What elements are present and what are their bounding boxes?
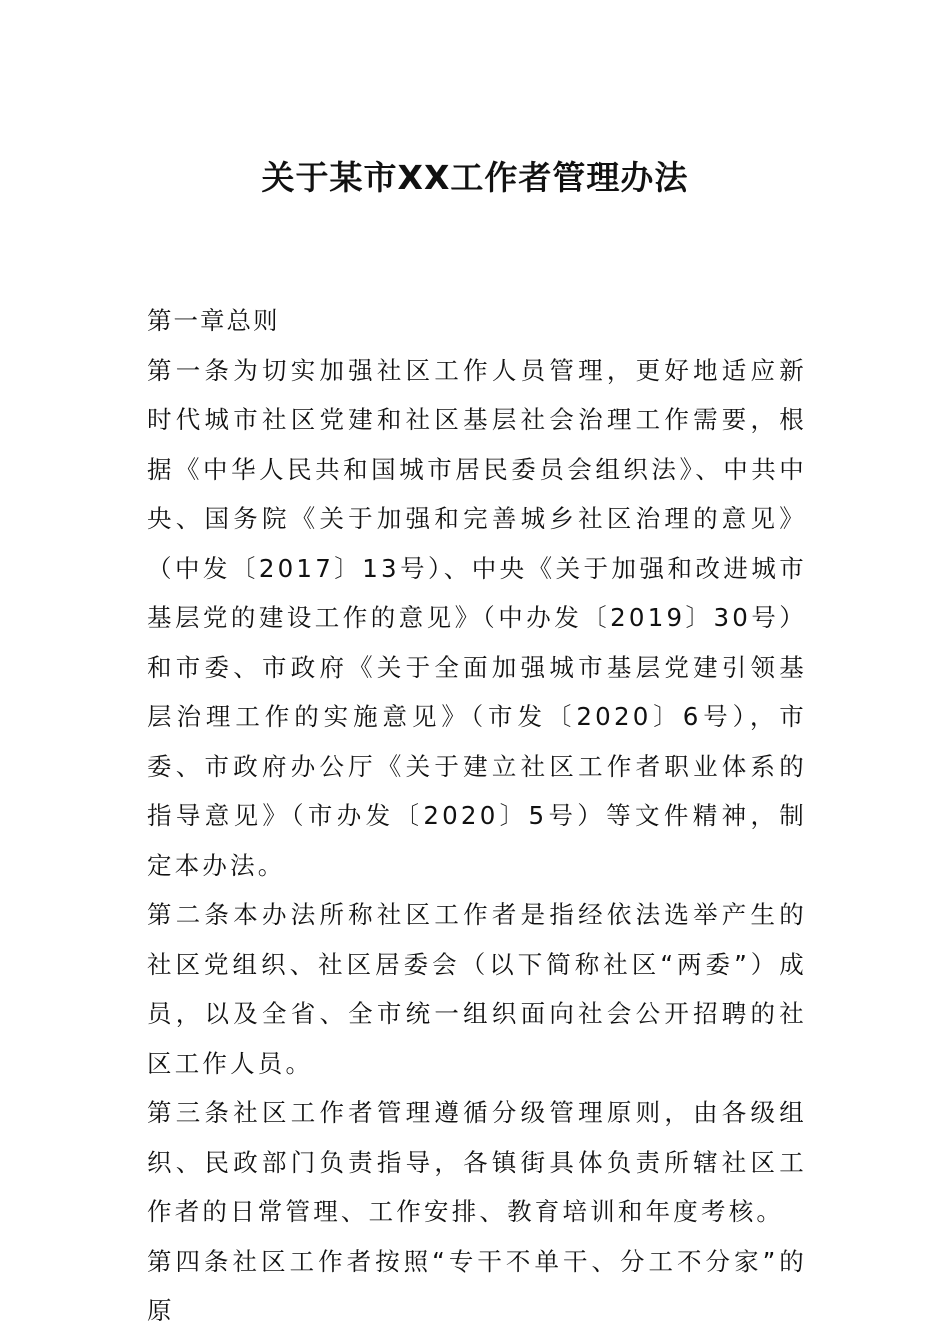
document-title: 关于某市XX工作者管理办法 <box>261 158 689 197</box>
document-body <box>147 296 807 1336</box>
article-2: 第二条本办法所称社区工作者是指经依法选举产生的社区党组织、社区居委会（以下简称社区“两委”）成员，以及全省、全市统一组织面向社会公开招聘的社区工作人员。 <box>147 900 807 1078</box>
article-1: 第一条为切实加强社区工作人员管理，更好地适应新时代城市社区党建和社区基层社会治理工作需要，根据《中华人民共和国城市居民委员会组织法》、中共中央、国务院《关于加强和完善城乡社区治理的意见》（中发〔2017〕13号）、中央《关于加强和改进城市基层党的建设工作的意见》（中办发〔2019〕30号）和市委、市政府《关于全面加强城市基层党建引领基层治理工作的实施意见》（市发〔2020〕6号），市委、市政府办公厅《关于建立社区工作者职业体系的指导意见》（市办发〔2020〕5号）等文件精神，制定本办法。 <box>147 355 807 880</box>
article-4: 第四条社区工作者按照“专干不单干、分工不分家”的原 <box>147 1246 807 1325</box>
article-3: 第三条社区工作者管理遵循分级管理原则，由各级组织、民政部门负责指导，各镇街具体负责所辖社区工作者的日常管理、工作安排、教育培训和年度考核。 <box>147 1098 807 1226</box>
chapter-heading: 第一章总则 <box>147 306 280 335</box>
